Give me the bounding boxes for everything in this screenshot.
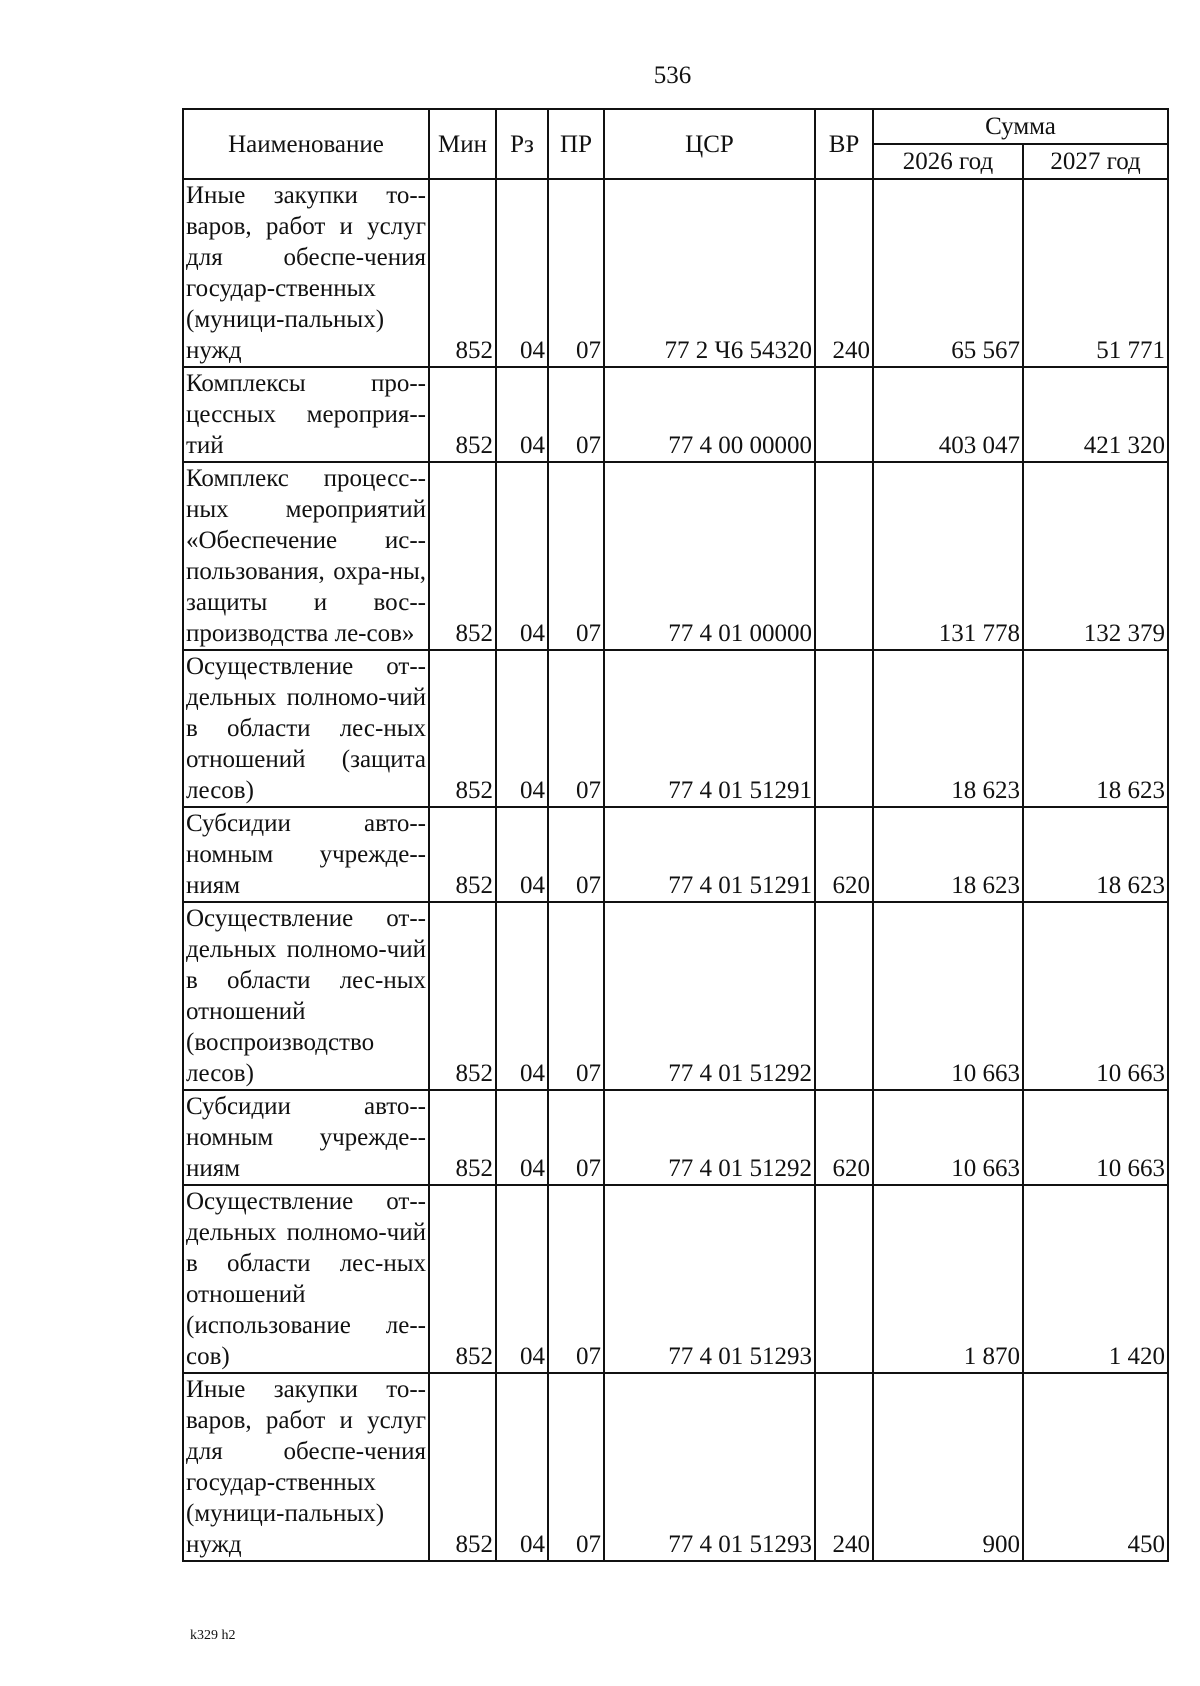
row-rz: 04: [496, 367, 548, 462]
row-sum-2026: 403 047: [873, 367, 1023, 462]
row-pr: 07: [548, 807, 604, 902]
row-min: 852: [429, 807, 496, 902]
row-name: Иные закупки то-варов, работ и услуг для обеспе-чения государ-ственных (муници-пальных) нужд: [183, 179, 429, 367]
row-sum-2026: 18 623: [873, 807, 1023, 902]
row-vr: 620: [815, 1090, 873, 1185]
table-row: [183, 462, 1168, 650]
header-sum: Сумма: [873, 109, 1168, 144]
header-rz: Рз: [496, 109, 548, 179]
row-sum-2027: 51 771: [1023, 179, 1168, 367]
row-sum-2027: 132 379: [1023, 462, 1168, 650]
row-vr: 240: [815, 1373, 873, 1561]
row-name: Иные закупки то-варов, работ и услуг для обеспе-чения государ-ственных (муници-пальных) нужд: [183, 1373, 429, 1561]
row-rz: 04: [496, 1090, 548, 1185]
row-vr: 240: [815, 179, 873, 367]
row-sum-2027: 1 420: [1023, 1185, 1168, 1373]
row-vr: [815, 1185, 873, 1373]
row-pr: 07: [548, 462, 604, 650]
row-sum-2027: 421 320: [1023, 367, 1168, 462]
row-name: Осуществление от-дельных полномо-чий в области лес-ных отношений (использование ле-сов): [183, 1185, 429, 1373]
row-rz: 04: [496, 462, 548, 650]
row-name: Субсидии авто-номным учрежде-ниям: [183, 807, 429, 902]
header-csr: ЦСР: [604, 109, 815, 179]
row-csr: 77 4 00 00000: [604, 367, 815, 462]
row-vr: [815, 650, 873, 807]
table-row: [183, 1090, 1168, 1185]
row-csr: 77 4 01 51292: [604, 902, 815, 1090]
row-pr: 07: [548, 902, 604, 1090]
budget-table: [182, 108, 1169, 1562]
row-pr: 07: [548, 1185, 604, 1373]
row-min: 852: [429, 1090, 496, 1185]
header-name: Наименование: [183, 109, 429, 179]
row-min: 852: [429, 367, 496, 462]
row-rz: 04: [496, 1185, 548, 1373]
row-sum-2027: 10 663: [1023, 1090, 1168, 1185]
document-code: k329 h2: [190, 1628, 236, 1643]
row-pr: 07: [548, 179, 604, 367]
row-min: 852: [429, 462, 496, 650]
row-sum-2027: 10 663: [1023, 902, 1168, 1090]
header-min: Мин: [429, 109, 496, 179]
row-rz: 04: [496, 179, 548, 367]
row-pr: 07: [548, 1090, 604, 1185]
row-min: 852: [429, 902, 496, 1090]
row-min: 852: [429, 179, 496, 367]
table-row: [183, 1373, 1168, 1561]
row-pr: 07: [548, 1373, 604, 1561]
table-row: [183, 807, 1168, 902]
row-min: 852: [429, 1373, 496, 1561]
header-pr: ПР: [548, 109, 604, 179]
row-sum-2027: 450: [1023, 1373, 1168, 1561]
page-number: 536: [653, 62, 692, 89]
row-csr: 77 4 01 51292: [604, 1090, 815, 1185]
row-sum-2026: 900: [873, 1373, 1023, 1561]
row-rz: 04: [496, 1373, 548, 1561]
row-name: Комплексы про-цессных мероприя-тий: [183, 367, 429, 462]
table-row: [183, 1185, 1168, 1373]
row-vr: [815, 902, 873, 1090]
header-year-2026: 2026 год: [873, 144, 1023, 179]
row-name: Осуществление от-дельных полномо-чий в области лес-ных отношений (защита лесов): [183, 650, 429, 807]
header-year-2027: 2027 год: [1023, 144, 1168, 179]
row-sum-2026: 10 663: [873, 1090, 1023, 1185]
table-row: [183, 179, 1168, 367]
row-csr: 77 4 01 51291: [604, 807, 815, 902]
row-sum-2027: 18 623: [1023, 650, 1168, 807]
row-rz: 04: [496, 902, 548, 1090]
row-rz: 04: [496, 650, 548, 807]
row-vr: 620: [815, 807, 873, 902]
row-sum-2026: 18 623: [873, 650, 1023, 807]
row-name: Осуществление от-дельных полномо-чий в области лес-ных отношений (воспроизводство лесов): [183, 902, 429, 1090]
row-min: 852: [429, 1185, 496, 1373]
row-sum-2026: 131 778: [873, 462, 1023, 650]
row-min: 852: [429, 650, 496, 807]
row-rz: 04: [496, 807, 548, 902]
row-sum-2027: 18 623: [1023, 807, 1168, 902]
row-vr: [815, 462, 873, 650]
row-vr: [815, 367, 873, 462]
row-csr: 77 4 01 51293: [604, 1373, 815, 1561]
row-csr: 77 2 Ч6 54320: [604, 179, 815, 367]
row-sum-2026: 65 567: [873, 179, 1023, 367]
row-name: Субсидии авто-номным учрежде-ниям: [183, 1090, 429, 1185]
row-csr: 77 4 01 51293: [604, 1185, 815, 1373]
row-csr: 77 4 01 51291: [604, 650, 815, 807]
row-name: Комплекс процесс-ных мероприятий «Обеспечение ис-пользования, охра-ны, защиты и вос-производства ле-сов»: [183, 462, 429, 650]
table-row: [183, 902, 1168, 1090]
table-row: [183, 367, 1168, 462]
row-sum-2026: 10 663: [873, 902, 1023, 1090]
header-vr: ВР: [815, 109, 873, 179]
row-sum-2026: 1 870: [873, 1185, 1023, 1373]
row-pr: 07: [548, 367, 604, 462]
row-csr: 77 4 01 00000: [604, 462, 815, 650]
row-pr: 07: [548, 650, 604, 807]
table-row: [183, 650, 1168, 807]
